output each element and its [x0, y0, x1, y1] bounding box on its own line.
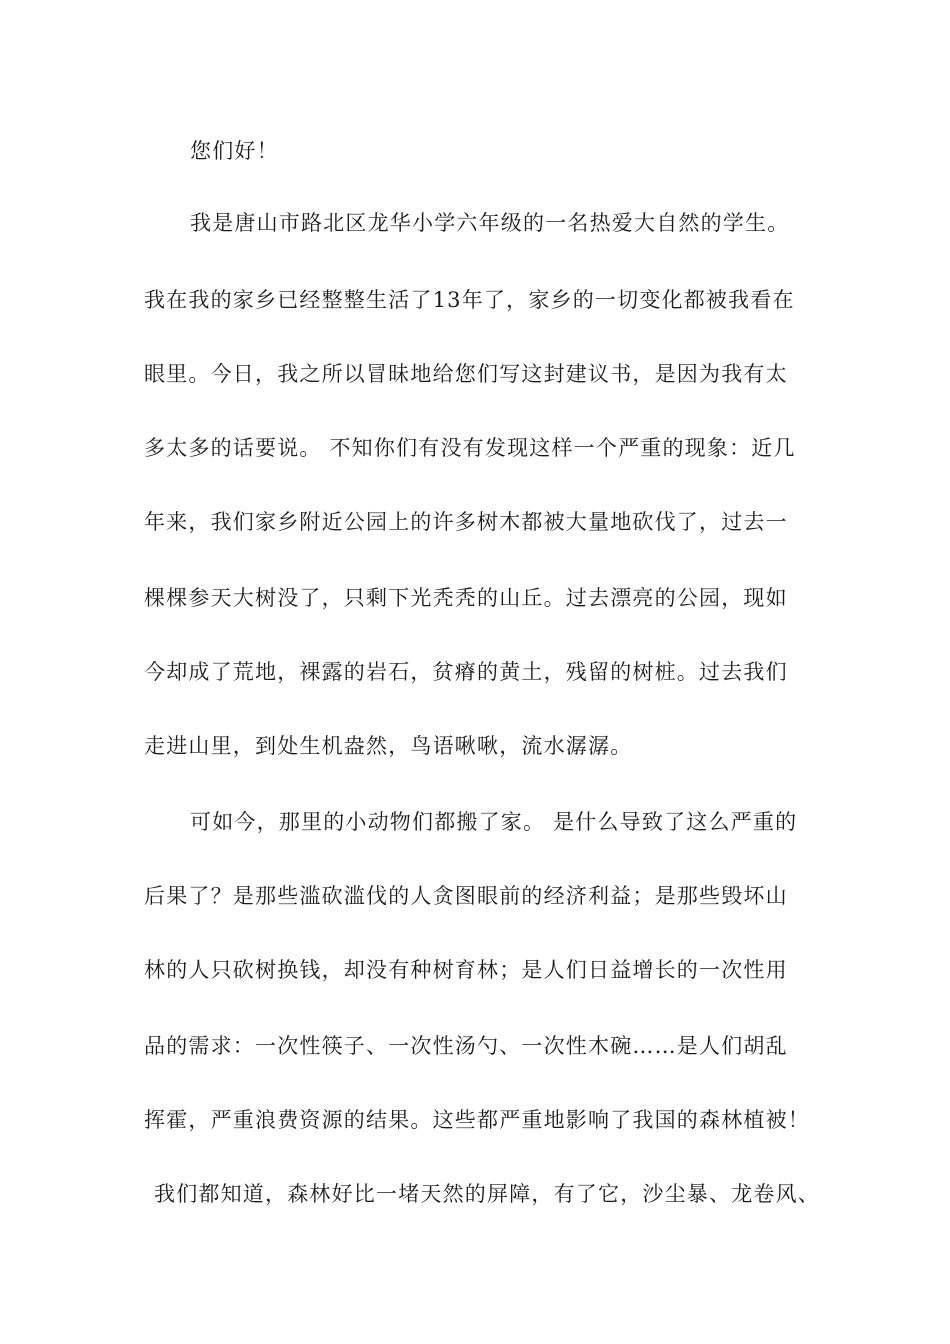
paragraph-line: 今却成了荒地，裸露的岩石，贫瘠的黄土，残留的树桩。过去我们: [144, 660, 788, 684]
paragraph-line: 可如今，那里的小动物们都搬了家。 是什么导致了这么严重的: [190, 810, 798, 834]
paragraph-line: 年来，我们家乡附近公园上的许多树木都被大量地砍伐了，过去一: [144, 510, 788, 534]
paragraph-line: 棵棵参天大树没了，只剩下光秃秃的山丘。过去漂亮的公园，现如: [144, 586, 788, 610]
paragraph-line: 眼里。今日，我之所以冒昧地给您们写这封建议书，是因为我有太: [144, 362, 788, 386]
paragraph-line: 我们都知道，森林好比一堵天然的屏障，有了它，沙尘暴、龙卷风、: [154, 1182, 820, 1206]
greeting-line: 您们好！: [190, 139, 279, 163]
paragraph-line: 多太多的话要说。 不知你们有没有发现这样一个严重的现象：近几: [144, 436, 796, 460]
paragraph-line: 林的人只砍树换钱，却没有种树育林；是人们日益增长的一次性用: [144, 958, 788, 982]
paragraph-line: 挥霍，严重浪费资源的结果。这些都严重地影响了我国的森林植被！: [144, 1108, 810, 1132]
paragraph-line: 后果了？是那些滥砍滥伐的人贪图眼前的经济利益；是那些毁坏山: [144, 884, 788, 908]
paragraph-line: 我在我的家乡已经整整生活了13年了，家乡的一切变化都被我看在: [144, 288, 795, 312]
paragraph-line: 品的需求：一次性筷子、一次性汤勺、一次性木碗……是人们胡乱: [144, 1034, 788, 1058]
paragraph-line: 走进山里，到处生机盎然，鸟语啾啾，流水潺潺。: [144, 734, 633, 758]
paragraph-line: 我是唐山市路北区龙华小学六年级的一名热爱大自然的学生。: [190, 211, 790, 235]
